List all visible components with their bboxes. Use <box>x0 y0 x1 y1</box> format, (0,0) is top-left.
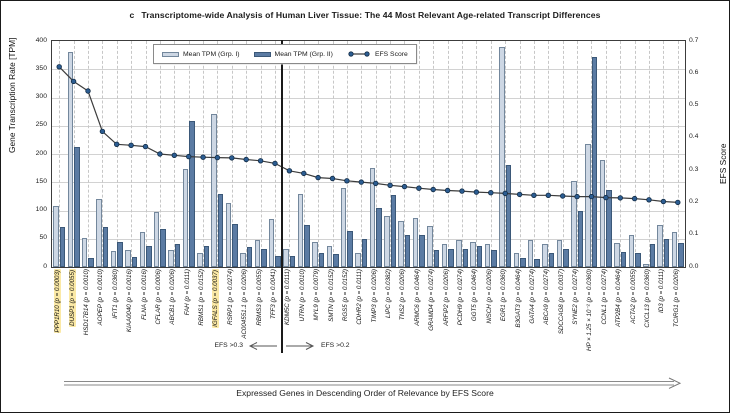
y-tick-right: 0.2 <box>689 197 699 205</box>
gene-label-EGR1: EGR1 (p = 0.0360) <box>500 269 508 322</box>
efs-threshold-label-right: EFS >0.2 <box>321 342 350 349</box>
gene-label-CCNL1: CCNL1 (p = 0.0274) <box>600 269 608 325</box>
gene-label-FLNA: FLNA (p = 0.0016) <box>140 269 148 320</box>
y-tick-left: 250 <box>35 121 47 129</box>
y-tick-left: 300 <box>35 93 47 100</box>
gene-label-TNS2: TNS2 (p = 0.0206) <box>399 269 407 321</box>
y-tick-left: 200 <box>35 149 47 157</box>
y-axis-label-left: Gene Transcription Rate [TPM] <box>7 37 17 153</box>
gene-label-CXCL13: CXCL13 (p = 0.0360) <box>644 269 652 328</box>
gene-label-ARMC6: ARMC6 (p = 0.0464) <box>413 269 421 326</box>
gene-label-TFF3: TFF3 (p = 0.0041) <box>269 269 277 320</box>
gene-label-IFIT1: IFIT1 (p = 0.0360) <box>111 269 119 319</box>
gene-label-B3GAT3: B3GAT3 (p = 0.0464) <box>514 269 522 328</box>
gene-label-NISCH: NISCH (p = 0.0206) <box>485 269 493 324</box>
gene-label-ID3: ID3 (p = 0.0111) <box>658 269 666 313</box>
legend-label-grp2: Mean TPM (Grp. II) <box>274 50 333 58</box>
gene-label-HSD17B14: HSD17B14 (p = 0.0010) <box>82 269 90 336</box>
gene-label-RBMS3: RBMS3 (p = 0.0055) <box>255 269 263 326</box>
gene-label-LIPC: LIPC (p = 0.0382) <box>385 269 393 319</box>
gene-label-AOPEP: AOPEP (p = 0.0010) <box>97 269 105 326</box>
y-tick-left: 100 <box>35 206 47 213</box>
gene-label-ACTA2: ACTA2 (p = 0.0055) <box>629 269 637 324</box>
gene-label-HP × 1.25 × 10⁻²: HP × 1.25 × 10⁻² (p = 0.0360) <box>586 269 594 351</box>
y-tick-right: 0.7 <box>689 36 699 44</box>
y-tick-left: 350 <box>35 64 47 72</box>
legend-label-efs: EFS Score <box>374 50 408 58</box>
legend-label-grp1: Mean TPM (Grp. I) <box>183 50 240 58</box>
y-tick-left: 50 <box>39 234 47 242</box>
gene-label-GGT5: GGT5 (p = 0.0464) <box>471 269 479 322</box>
x-axis-caption: Expressed Genes in Descending Order of Relevance by EFS Score <box>236 388 494 398</box>
gene-label-SMTN: SMTN (p = 0.0152) <box>327 269 335 322</box>
x-axis-arrow <box>1 1 730 413</box>
y-tick-left: 400 <box>35 36 47 44</box>
efs-threshold-label-left: EFS >0.3 <box>214 342 243 349</box>
gene-label-SYNE2: SYNE2 (p = 0.0274) <box>572 269 580 325</box>
y-tick-right: 0.5 <box>689 101 699 109</box>
gene-label-RSRP1: RSRP1 (p = 0.0274) <box>226 269 234 325</box>
y-tick-right: 0.4 <box>689 133 699 141</box>
gene-label-PCDH9: PCDH9 (p = 0.0274) <box>457 269 464 326</box>
gene-label-CDHR2: CDHR2 (p = 0.0111) <box>356 269 364 325</box>
gene-label-GRAMD4: GRAMD4 (p = 0.0274) <box>428 269 436 331</box>
gene-label-ARFIP2: ARFIP2 (p = 0.0206) <box>442 269 450 326</box>
gene-label-CFLAR: CFLAR (p = 0.0006) <box>154 269 162 325</box>
gene-label-TCIRG1: TCIRG1 (p = 0.0206) <box>672 269 680 327</box>
gene-label-MYL9: MYL9 (p = 0.0079) <box>313 269 321 321</box>
gene-label-ATP2B4: ATP2B4 (p = 0.0464) <box>615 269 623 327</box>
gene-label-ABCB1: ABCB1 (p = 0.0206) <box>169 269 177 325</box>
gene-label-ABCA9: ABCA9 (p = 0.0274) <box>543 269 551 325</box>
gene-label-AC004551.1: AC004551.1 (p = 0.0206) <box>241 269 249 339</box>
gene-label-PPP1R10: PPP1R10 (p = 0.0003) <box>54 270 62 333</box>
y-tick-right: 0.3 <box>689 165 699 173</box>
gene-label-KIAA0040: KIAA0040 (p = 0.0016) <box>126 269 134 333</box>
y-tick-left: 150 <box>35 177 47 185</box>
chart-title-text: Transcriptome-wide Analysis of Human Liver Tissue: The 44 Most Relevant Age-related Transcript Differences <box>141 10 601 20</box>
gene-label-SDCCAG8: SDCCAG8 (p = 0.0037) <box>557 269 565 335</box>
y-tick-right: 0.6 <box>689 68 699 76</box>
y-axis-label-right: EFS Score <box>718 143 728 184</box>
gene-label-UTRN: UTRN (p = 0.0010) <box>298 269 306 322</box>
gene-label-DUSP1: DUSP1 (p = 0.0055) <box>68 270 76 326</box>
y-tick-right: 0.0 <box>689 262 699 270</box>
gene-label-RBMS1: RBMS1 (p = 0.0152) <box>198 269 206 326</box>
gene-label-RGS5: RGS5 (p = 0.0152) <box>341 269 349 322</box>
gene-label-KDM5C: KDM5C (p = 0.0111) <box>284 269 292 325</box>
panel-letter: c <box>129 10 135 20</box>
gene-label-IGFALS: IGFALS (p = 0.0037) <box>212 270 220 327</box>
gene-label-GATA4: GATA4 (p = 0.0274) <box>528 269 536 324</box>
y-tick-right: 0.1 <box>689 230 699 238</box>
y-tick-left: 0 <box>43 262 47 270</box>
gene-label-TIMP3: TIMP3 (p = 0.0206) <box>370 269 378 323</box>
gene-label-FAH: FAH (p = 0.0111) <box>183 269 191 316</box>
